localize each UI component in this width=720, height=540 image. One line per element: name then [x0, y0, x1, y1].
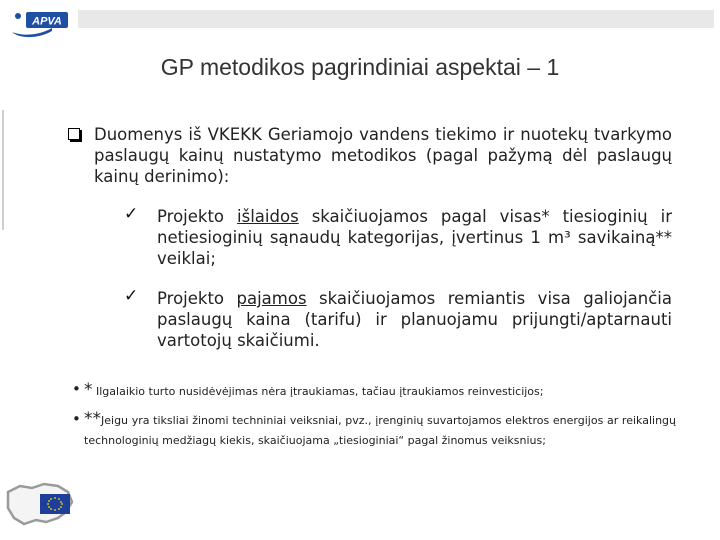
logo-text: APVA	[32, 15, 62, 28]
bullet-dot-icon: •	[72, 380, 81, 398]
main-bullet	[94, 124, 672, 187]
eu-flag-icon	[40, 494, 70, 514]
main-bullet-text: Duomenys iš VKEKK Geriamojo vandens tiekimo ir nuotekų tvarkymo paslaugų kainų nustatymo metodikos (pagal pažymą dėl paslaugų kainų derinimo):	[94, 125, 672, 186]
footnote-2-marker: **	[84, 409, 101, 429]
slide-title: GP metodikos pagrindiniai aspektai – 1	[160, 54, 560, 80]
sub1-underlined: išlaidos	[237, 207, 299, 226]
checkmark-icon: ✓	[124, 286, 139, 306]
checkmark-icon: ✓	[124, 204, 139, 224]
checkbox-bullet-icon	[68, 128, 80, 140]
footnote-1-text: Ilgalaikio turto nusidėvėjimas nėra įtraukiamas, tačiau įtraukiamos reinvesticijos;	[92, 385, 544, 398]
sub-bullet-expenses	[124, 204, 673, 269]
footnote-1	[72, 380, 676, 400]
sub2-pre: Projekto	[157, 289, 237, 308]
footnote-2-text: Jeigu yra tiksliai žinomi techniniai veiksniai, pvz., įrenginių suvartojamos elektros energijos ar reikalingų technologinių medžiagų kiekis, skaičiuojama „tiesioginiai“ pagal žinomus veiksnius;	[84, 414, 676, 447]
sub1-pre: Projekto	[157, 207, 238, 226]
lithuania-map-eu-flag	[2, 478, 76, 530]
sub2-post: skaičiuojamos remiantis visa galiojančia paslaugų kaina (tarifu) ir planuojamu prijungti/aptarnauti vartotojų skaičiumi.	[157, 289, 672, 350]
sub-bullet-income	[124, 286, 672, 351]
left-divider	[2, 110, 4, 230]
footnote-1-marker: *	[84, 380, 93, 400]
sub2-underlined: pajamos	[236, 289, 307, 308]
header-bar	[78, 10, 714, 28]
apva-logo	[8, 6, 72, 38]
bullet-dot-icon: •	[72, 410, 81, 428]
sub1-post: skaičiuojamos pagal visas* tiesioginių ir netiesioginių sąnaudų kategorijas, įvertinus 1 m³ savikainą** veiklai;	[157, 207, 673, 268]
footnote-2	[72, 409, 676, 451]
